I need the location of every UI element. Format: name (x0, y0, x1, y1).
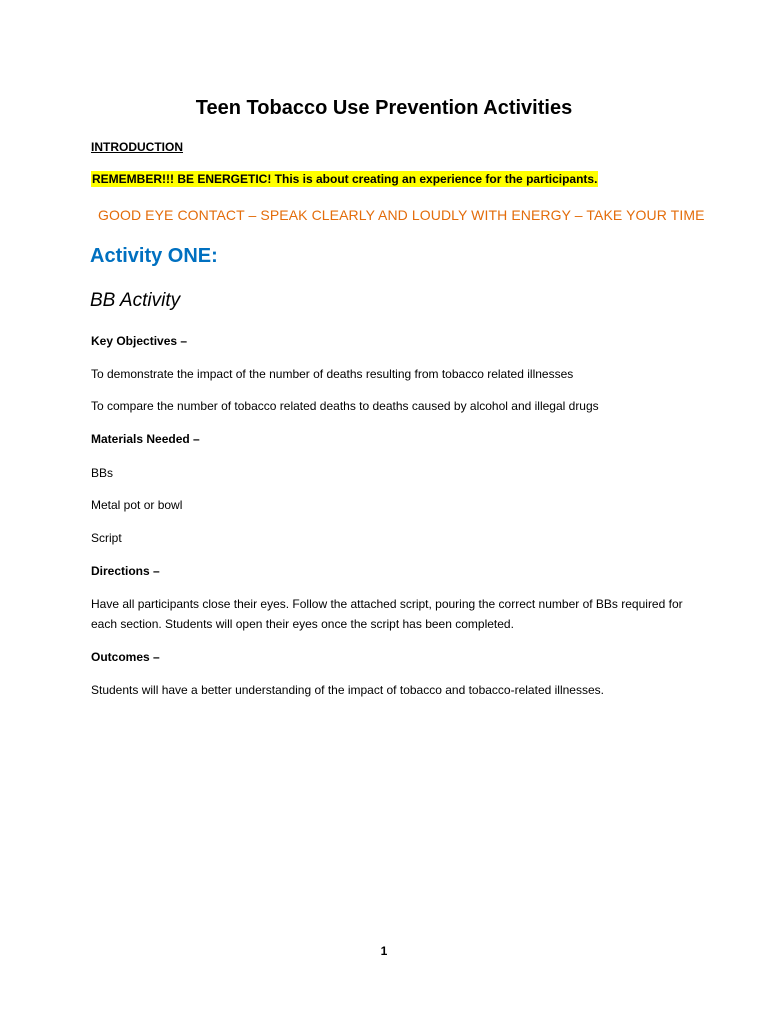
document-title: Teen Tobacco Use Prevention Activities (195, 97, 573, 119)
activity-name: BB Activity (90, 290, 181, 311)
introduction-heading: INTRODUCTION (91, 140, 183, 154)
outcomes-text: Students will have a better understanding of the impact of tobacco and tobacco-related illnesses. (91, 683, 604, 697)
directions-text: Have all participants close their eyes. Follow the attached script, pouring the correct number of BBs required for each section. Students will open their eyes once the script has been completed. (91, 597, 683, 631)
materials-heading: Materials Needed – (91, 432, 200, 446)
objective-item: To compare the number of tobacco related deaths to deaths caused by alcohol and illegal drugs (91, 399, 599, 413)
material-item: Metal pot or bowl (91, 498, 183, 512)
remember-highlight-text: REMEMBER!!! BE ENERGETIC! This is about creating an experience for the participants. (92, 172, 598, 186)
key-objectives-heading: Key Objectives – (91, 334, 188, 348)
page-number: 1 (380, 944, 388, 958)
directions-heading: Directions – (91, 564, 160, 578)
outcomes-heading: Outcomes – (91, 650, 160, 664)
activity-heading: Activity ONE: (90, 245, 218, 267)
material-item: BBs (91, 466, 114, 480)
objective-item: To demonstrate the impact of the number of deaths resulting from tobacco related illnesses (91, 367, 574, 381)
eye-contact-reminder: GOOD EYE CONTACT – SPEAK CLEARLY AND LOUDLY WITH ENERGY – TAKE YOUR TIME (98, 207, 705, 223)
material-item: Script (91, 531, 122, 545)
